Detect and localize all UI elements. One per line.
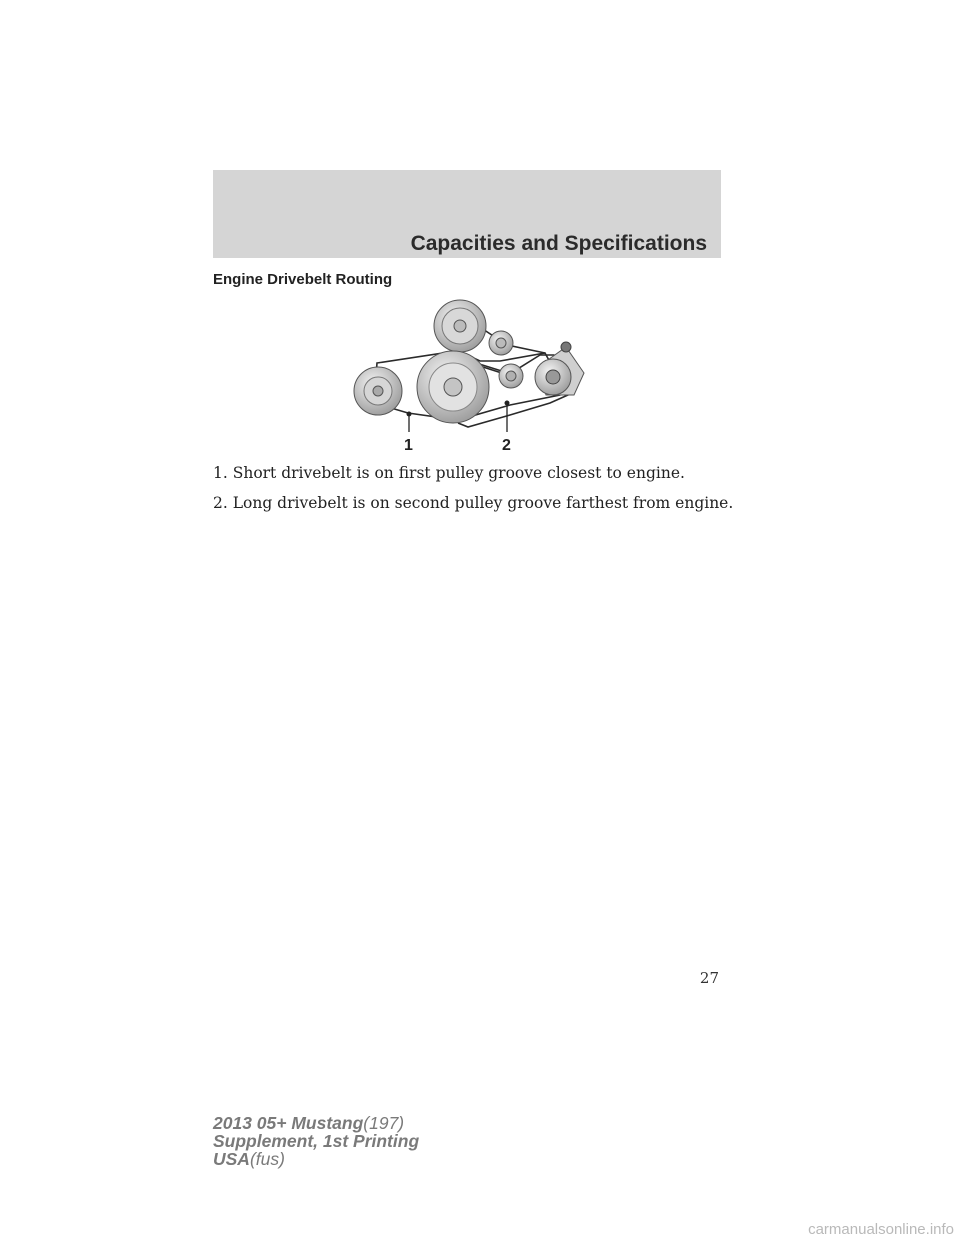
footer-market-code: (fus) <box>249 1149 285 1169</box>
footer-market: USA <box>213 1149 250 1169</box>
footer-print-info <box>213 1114 419 1168</box>
list-item: 1. Short drivebelt is on first pulley groove closest to engine. <box>213 464 685 482</box>
pulley-top <box>434 300 486 352</box>
header-band <box>213 170 721 258</box>
callout-2: 2 <box>502 437 511 454</box>
footer-model-code: (197) <box>363 1113 405 1133</box>
pulley-left <box>354 367 402 415</box>
list-item: 2. Long drivebelt is on second pulley groove farthest from engine. <box>213 494 734 512</box>
pulley-idler-small <box>489 331 513 355</box>
drivebelt-diagram <box>340 295 600 460</box>
section-heading: Engine Drivebelt Routing <box>213 271 393 288</box>
belt-tensioner <box>535 342 584 395</box>
footer-edition: Supplement, 1st Printing <box>213 1131 420 1151</box>
pulley-crank <box>417 351 489 423</box>
footer-model: 2013 05+ Mustang <box>213 1113 364 1133</box>
callout-1: 1 <box>404 437 413 454</box>
pulley-idler <box>499 364 523 388</box>
page-title: Capacities and Specifications <box>410 232 707 255</box>
callout-dot-1 <box>407 412 412 417</box>
page-number: 27 <box>699 969 719 987</box>
drivebelt-illustration <box>340 295 600 460</box>
watermark: carmanualsonline.info <box>808 1221 954 1238</box>
callout-dot-2 <box>505 401 510 406</box>
